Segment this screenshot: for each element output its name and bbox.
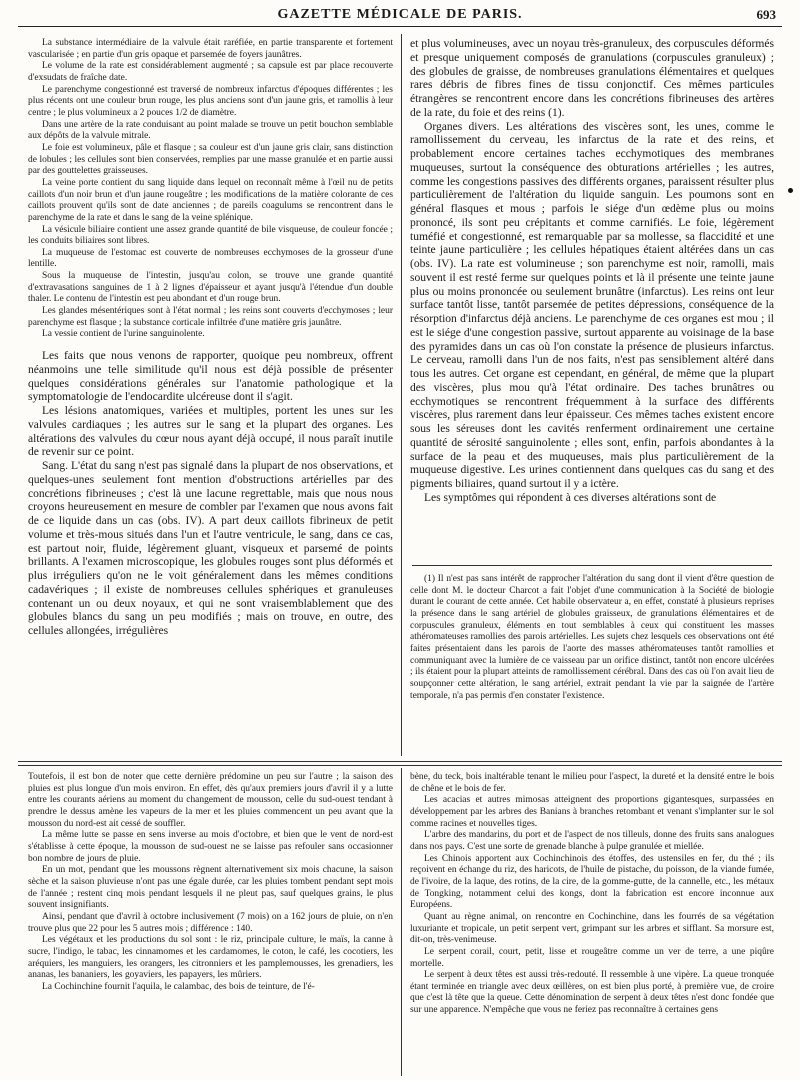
paragraph: Le parenchyme congestionné est traversé de nombreux infarctus d'époques différentes ; les plus récents ont une couleur brun rouge, les plus anciens sont d'un jaune gris, et ramollis à leur centre ; le plus volumineux a 2 pouces 1/2 de diamètre. [28,84,393,118]
page-number: 693 [756,7,776,22]
footnote-rule [412,565,772,566]
paragraph: Organes divers. Les altérations des viscères sont, les unes, comme le ramollissement du cerveau, les infarctus de la rate et des reins, et probablement encore certaines taches ecchymotiques des membranes muqueuses, surtout la conséquence des obturations artérielles ; les autres, comme les congestions passives des différents organes, paraissent résulter plus particulièrement de l'altération du liquide sanguin. Les poumons sont en général flasques et mous ; parfois le siége d'un œdème plus ou moins prononcé, ils sont peu crépitants et comme carnifiés. Le foie, légèrement tuméfié et congestionné, est remarquable par sa mollesse, sa flaccidité et une teinte jaune particulière ; les cellules hépatiques étaient altérées dans un cas (obs. IV). La rate est volumineuse ; son parenchyme est noir, ramolli, mais souvent il est resté ferme sur quelques points et là il présente une teinte jaune plus ou moins prononcée ou seulement brunâtre (infarctus). Les reins ont leur surface tantôt lisse, tantôt parsemée de petites dépressions, conséquence de la résorption d'infarctus déjà anciens. Le parenchyme de ces organes est mou ; il est le siége d'une congestion passive, surtout apparente au voisinage de la base des pyramides dans un cas où l'on constate la présence de plusieurs infarctus. Le cerveau, ramolli dans l'un de nos faits, n'est pas sensiblement altéré dans tous les autres. Cet organe est cependant, en général, de même que la plupart des viscères, plus mou qu'à l'état ordinaire. Des taches brunâtres ou ecchymotiques se rencontrent fréquemment à la surface des différents viscères, plus rarement dans leur épaisseur. Ces mêmes taches existent encore sous les séreuses dont les cavités renferment ordinairement une certaine quantité de sérosité sanguinolente ; elles sont, enfin, parfois abondantes à la surface de la peau et des muqueuses, mais plus particulièrement de la muqueuse digestive. Les urines contiennent dans quelques cas du sang et des pigments biliaires, quand surtout il y a ictère. [410,120,774,490]
paragraph: La substance intermédiaire de la valvule était raréfiée, en partie transparente et fortement vascularisée ; en partie d'un gris opaque et parsemée de foyers jaunâtres. [28,38,393,60]
paragraph: Les glandes mésentériques sont à l'état normal ; les reins sont couverts d'ecchymoses ; leur parenchyme est flasque ; la substance corticale infiltrée d'une matière gris jaunâtre. [28,306,393,328]
page-header [18,4,782,27]
column-divider [401,34,402,756]
section-separator [18,761,782,766]
column-divider-lower [401,768,402,1076]
paragraph: La veine porte contient du sang liquide dans lequel on reconnaît même à l'œil nu de petits caillots d'un noir brun et d'un jaune rougeâtre ; les modifications de la matière colorante de ces caillots prouvent qu'ils sont de date anciennes ; de pareils coagulums se rencontrent dans le parenchyme de la rate et dans le sang de la veine splénique. [28,177,393,223]
column-right-upper [410,38,774,556]
paragraph: et plus volumineuses, avec un noyau très-granuleux, des corpuscules déformés et presque uniquement composés de granulations (corpuscules granuleux) ; des globules de graisse, de nombreuses granulations élémentaires et quelques rares débris de fibres fines de tissu conjonctif. Ces mêmes particules étrangères se rencontrent encore dans les concrétions fibrineuses des artères de la rate, du foie et des reins (1). [410,38,774,119]
paragraph: Toutefois, il est bon de noter que cette dernière prédomine un peu sur l'autre ; la saison des pluies est plus longue d'un mois environ. En effet, dès qu'aux premiers jours d'avril il y a lutte entre les courants aériens au moment du changement de mousson, celle du sud-ouest tendant à prendre le dessus amène les vapeurs de la mer et les pluies commencent un peu avant que la mousson du nord-est ait cessé de souffler. [28,772,393,829]
paragraph: Les Chinois apportent aux Cochinchinois des étoffes, des ustensiles en fer, du thé ; ils reçoivent en échange du riz, des haricots, de l'huile de pistache, du poisson, de la viande fumée, de l'ivoire, de la laque, des rotins, de la cire, de la gomme-gutte, de la cannelle, etc., les métaux de Tongking, notamment celui des kongs, dont la fabrication est encore inconnue aux Européens. [410,853,774,911]
column-right-lower [410,772,774,1076]
paragraph: Les végétaux et les productions du sol sont : le riz, principale culture, le maïs, la canne à sucre, l'indigo, le tabac, les cinnamomes et les cardamomes, le coton, le café, les cocotiers, les aréquiers, les manguiers, les orangers, les citronniers et les pamplemousses, les grenadiers, les ananas, les bananiers, les goyaviers, les papayers, les mûriers. [28,935,393,981]
column-left-upper [28,38,393,754]
paragraph: En un mot, pendant que les moussons règnent alternativement six mois chacune, la saison sèche et la saison pluvieuse n'ont pas une égale durée, car les pluies tombent pendant sept mois de l'année ; restent cinq mois pendant lesquels il ne pleut pas, sauf quelques grains, le plus souvent insignifiants. [28,865,393,911]
footnote [410,574,774,756]
discussion-text [28,350,393,639]
paragraph: La muqueuse de l'estomac est couverte de nombreuses ecchymoses de la grosseur d'une lentille. [28,247,393,270]
paragraph: Le serpent corail, court, petit, lisse et rougeâtre comme un ver de terre, a une piqûre mortelle. [410,946,774,969]
paragraph: Les symptômes qui répondent à ces diverses altérations sont de [424,491,717,504]
paragraph: Sous la muqueuse de l'intestin, jusqu'au colon, se trouve une grande quantité d'extravasations sanguines de 1 à 2 lignes d'épaisseur et ayant jusqu'à l'étendue d'un double thaler. Le contenu de l'intestin est peu abondant et d'un rouge brun. [28,271,393,305]
paragraph: Quant au règne animal, on rencontre en Cochinchine, dans les fourrés de sa végétation luxuriante et tropicale, un petit serpent vert, grimpant sur les arbres et sifflant. Sa morsure est, dit-on, très-venimeuse. [410,911,774,946]
autopsy-notes [28,38,393,341]
journal-title: GAZETTE MÉDICALE DE PARIS. [277,7,523,22]
paragraph: Sang. L'état du sang n'est pas signalé dans la plupart de nos observations, et quelques-unes seulement font mention d'obstructions artérielles par des concrétions fibrineuses ; c'est là une lacune regrettable, mais que nous nous croyons heureusement en mesure de combler par l'examen que nous avons fait de ce liquide dans un cas (obs. IV). A part deux caillots fibrineux de petit volume et très-mous situés dans l'un et l'autre ventricule, le sang, dans ce cas, est partout noir, fluide, légèrement gluant, visqueux et parsemé de points brillants. A l'examen microscopique, les globules rouges sont plus déformés et plus irréguliers qu'on ne le voit généralement dans les mêmes conditions cadavériques ; il existe de nombreuses cellules sphériques et granuleuses contenant un ou deux noyaux, et qui ne sont vraisemblablement que des globules blancs du sang un peu modifiés ; mais on trouve, en outre, des cellules allongées, irrégulières [28,460,393,638]
paragraph: Dans une artère de la rate conduisant au point malade se trouve un petit bouchon semblable aux dépôts de la valvule mitrale. [28,119,393,142]
paragraph: Le foie est volumineux, pâle et flasque ; sa couleur est d'un jaune gris clair, sans distinction de lobules ; les cellules sont bien conservées, remplies par une masse granulée et en partie aussi par des gouttelettes graisseuses. [28,142,393,177]
paragraph: Le volume de la rate est considérablement augmenté ; sa capsule est par place recouverte d'exsudats de fraîche date. [28,61,393,83]
paragraph: Les acacias et autres mimosas atteignent des proportions gigantesques, surpassées en développement par les arbres des Banians à branches retombant et venant s'implanter sur le sol comme racines et nouvelles tiges. [410,795,774,829]
paragraph: Ainsi, pendant que d'avril à octobre inclusivement (7 mois) on a 162 jours de pluie, on n'en trouve plus que 22 pour les 5 autres mois ; différence : 140. [28,911,393,934]
paragraph: Les lésions anatomiques, variées et multiples, portent les unes sur les valvules cardiaques ; les autres sur le sang et la plupart des organes. Les altérations des valvules du cœur nous ayant déjà occupé, il nous paraît inutile de revenir sur ce point. [28,405,393,459]
paragraph: La Cochinchine fournit l'aquila, le calambac, des bois de teinture, de l'é- [42,981,315,992]
margin-bullet [788,188,793,193]
paragraph: La même lutte se passe en sens inverse au mois d'octobre, et bien que le vent de nord-est s'établisse à cette époque, la mousson de sud-ouest ne se laisse pas refouler sans occasionner bon nombre de jours de pluie. [28,830,393,864]
paragraph: La vessie contient de l'urine sanguinolente. [42,329,205,340]
column-left-lower [28,772,393,1076]
discussion-continued [410,38,774,506]
paragraph: L'arbre des mandarins, du port et de l'aspect de nos tilleuls, donne des fruits sans analogues dans nos pays. C'est une sorte de grenade blanche à pulpe granulée et miellée. [410,830,774,852]
paragraph: La vésicule biliaire contient une assez grande quantité de bile visqueuse, de couleur foncée ; les conduits biliaires sont libres. [28,224,393,247]
paragraph: Le serpent à deux têtes est aussi très-redouté. Il ressemble à une vipère. La queue tronquée étant terminée en triangle avec deux œillères, on est bien plus porté, à première vue, de croire que c'est là tête que la queue. Cette dénomination de serpent à deux têtes n'est donc fondée que sur une apparence. N'empêche que vous ne feriez pas reconnaître à certaines gens [410,970,774,1016]
paragraph: Les faits que nous venons de rapporter, quoique peu nombreux, offrent néanmoins une telle similitude qu'il nous est déjà possible de présenter quelques considérations générales sur l'anatomie pathologique et la symptomatologie de l'endocardite ulcéreuse dont il s'agit. [28,350,393,404]
footnote-text: (1) Il n'est pas sans intérêt de rapprocher l'altération du sang dont il vient d'être question de celle dont M. le docteur Charcot a fait l'objet d'une communication à la Société de biologie durant le courant de cette année. Cet habile observateur a, en effet, constaté à plusieurs reprises la présence dans le sang artériel de globules graisseux, de granulations élémentaires et de corpuscules granuleux, éléments en tout semblables à ceux qui constituent les masses athéromateuses ramollies des parois artérielles. Les sujets chez lesquels ces observations ont été faites présentaient dans les parois de l'aorte des masses athéromateuses tantôt ramollies et communiquant avec la lumière de ce vaisseau par un orifice distinct, tantôt non encore ulcérées ; ils étaient pour la plupart atteints de ramollissement cérébral. Dans des cas où l'on avait lieu de soupçonner cette altération, le sang artériel, extrait pendant la vie par la saignée de l'artère temporale, n'a pas permis d'en constater l'existence. [410,574,774,701]
paragraph: bène, du teck, bois inaltérable tenant le milieu pour l'aspect, la dureté et la densité entre le bois de chêne et le bois de fer. [410,772,774,794]
